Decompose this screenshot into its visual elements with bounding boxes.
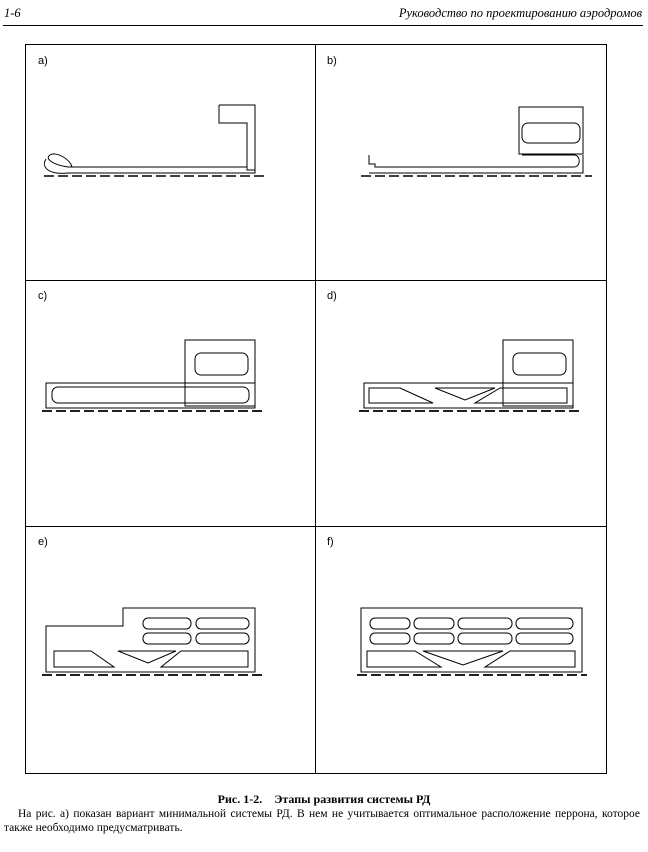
caption-title: Этапы развития системы РД <box>274 792 431 806</box>
panel-f <box>315 526 608 775</box>
page-number: 1-6 <box>4 6 21 20</box>
diagram-e <box>26 526 315 775</box>
figure-grid <box>25 44 607 774</box>
manual-title: Руководство по проектированию аэродромов <box>398 6 642 20</box>
panel-label-a: a) <box>38 55 48 67</box>
diagram-b <box>315 45 608 280</box>
panel-label-d: d) <box>327 290 337 302</box>
page-header <box>4 4 642 22</box>
panel-b <box>315 45 608 280</box>
figure-caption <box>0 792 648 807</box>
diagram-f <box>315 526 608 775</box>
panel-label-b: b) <box>327 55 337 67</box>
body-paragraph: На рис. а) показан вариант минимальной системы РД. В нем не учитывается оптимальное расположение перрона, которое также необходимо предусматривать. <box>4 808 640 834</box>
panel-d <box>315 280 608 526</box>
diagram-c <box>26 280 315 526</box>
caption-number: Рис. 1-2. <box>217 792 263 806</box>
panel-a <box>26 45 315 280</box>
panel-label-c: c) <box>38 290 48 302</box>
panel-e <box>26 526 315 775</box>
panel-label-e: e) <box>38 536 48 548</box>
panel-label-f: f) <box>327 536 334 548</box>
header-rule <box>3 25 643 26</box>
diagram-a <box>26 45 315 280</box>
diagram-d <box>315 280 608 526</box>
panel-c <box>26 280 315 526</box>
